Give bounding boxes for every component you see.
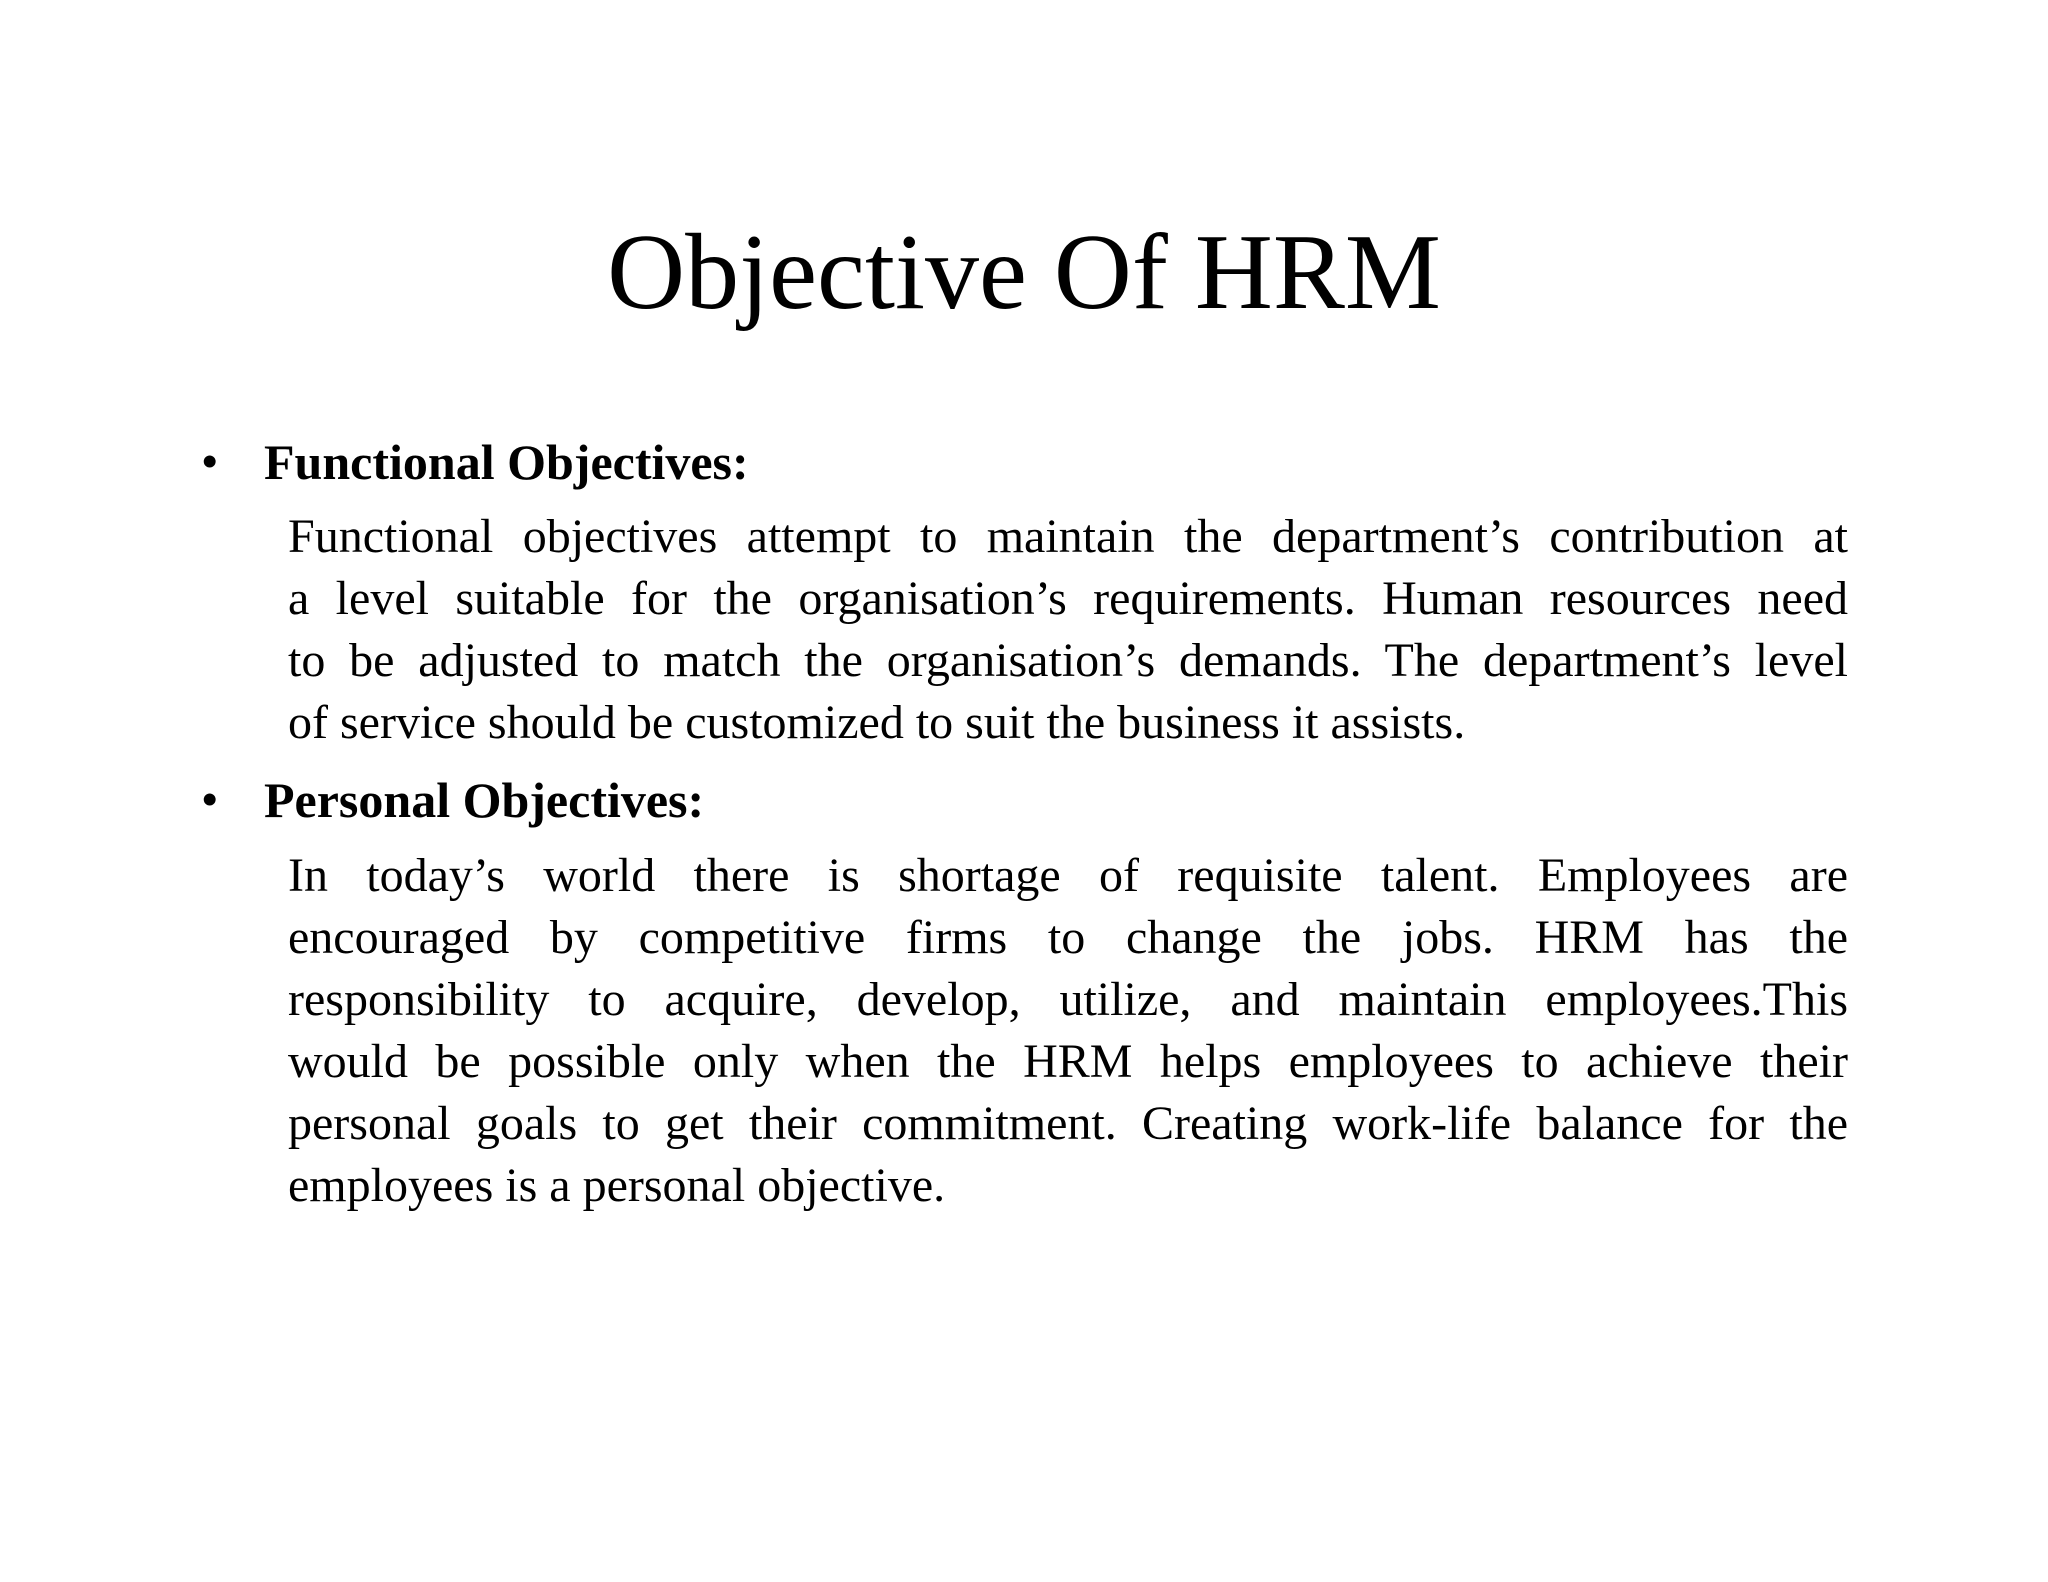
section-personal-paragraph	[288, 845, 1848, 1217]
section-heading-text: Functional Objectives:	[264, 434, 749, 490]
paragraph-line: employees is a personal objective.	[288, 1159, 946, 1212]
paragraph-line: encouraged by competitive firms to change the jobs. HRM has the	[288, 911, 1848, 964]
paragraph-line: to be adjusted to match the organisation’s demands. The department’s level	[288, 634, 1848, 687]
paragraph-line: Functional objectives attempt to maintain the department’s contribution at	[288, 510, 1848, 563]
paragraph-line: a level suitable for the organisation’s requirements. Human resources need	[288, 572, 1848, 625]
paragraph-line: personal goals to get their commitment. Creating work-life balance for the	[288, 1097, 1848, 1150]
section-heading-text: Personal Objectives:	[264, 772, 705, 828]
section-functional-paragraph	[288, 506, 1848, 754]
paragraph-line: of service should be customized to suit the business it assists.	[288, 696, 1466, 749]
paragraph-line: responsibility to acquire, develop, utilize, and maintain employees.This	[288, 973, 1848, 1026]
bullet-icon: •	[202, 437, 218, 486]
slide-title: Objective Of HRM	[607, 213, 1441, 332]
bullet-icon: •	[202, 775, 218, 824]
paragraph-line: In today’s world there is shortage of requisite talent. Employees are	[288, 849, 1848, 902]
paragraph-line: would be possible only when the HRM helps employees to achieve their	[288, 1035, 1848, 1088]
